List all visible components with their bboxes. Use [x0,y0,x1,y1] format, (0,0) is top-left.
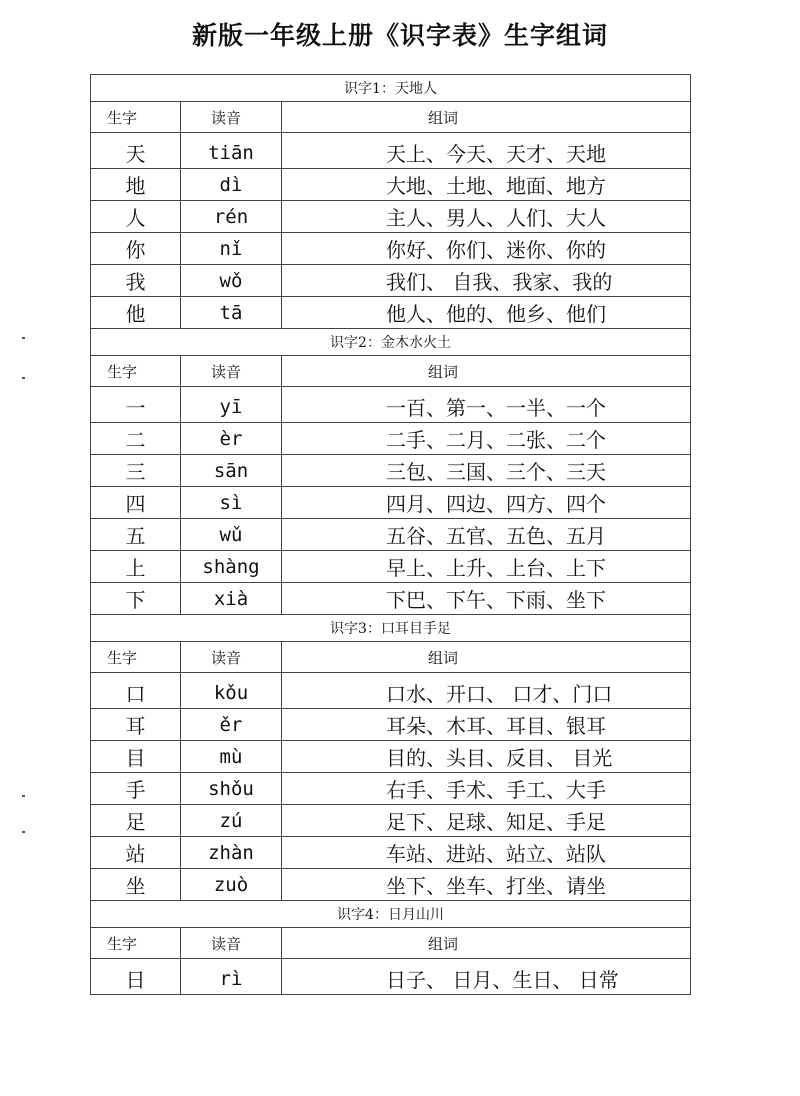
section-heading-row [91,901,691,928]
pinyin-cell: wǔ [181,519,282,551]
scan-speck [22,795,25,797]
char-cell: 站 [91,837,181,869]
char-cell: 你 [91,233,181,265]
header-words: 组词 [282,102,691,133]
scan-speck [22,377,25,379]
char-cell: 目 [91,741,181,773]
table-row [91,773,691,805]
char-cell: 人 [91,201,181,233]
pinyin-cell: shàng [181,551,282,583]
words-cell: 主人、男人、人们、大人 [282,201,691,233]
scan-speck [22,337,25,339]
pinyin-cell: zú [181,805,282,837]
words-cell: 二手、二月、二张、二个 [282,423,691,455]
pinyin-cell: tiān [181,133,282,169]
pinyin-cell: zhàn [181,837,282,869]
char-cell: 口 [91,673,181,709]
char-cell: 他 [91,297,181,329]
column-header-row [91,356,691,387]
column-header-row [91,928,691,959]
table-row [91,837,691,869]
char-cell: 手 [91,773,181,805]
char-cell: 地 [91,169,181,201]
words-cell: 他人、他的、他乡、他们 [282,297,691,329]
header-char: 生字 [91,642,181,673]
header-char: 生字 [91,356,181,387]
table-row [91,169,691,201]
char-cell: 我 [91,265,181,297]
pinyin-cell: xià [181,583,282,615]
header-pinyin: 读音 [181,356,282,387]
words-cell: 早上、上升、上台、上下 [282,551,691,583]
char-cell: 四 [91,487,181,519]
pinyin-cell: kǒu [181,673,282,709]
pinyin-cell: shǒu [181,773,282,805]
words-cell: 右手、手术、手工、大手 [282,773,691,805]
pinyin-cell: èr [181,423,282,455]
words-cell: 大地、土地、地面、地方 [282,169,691,201]
pinyin-cell: wǒ [181,265,282,297]
words-cell: 下巴、下午、下雨、坐下 [282,583,691,615]
pinyin-cell: rì [181,959,282,995]
pinyin-cell: rén [181,201,282,233]
pinyin-cell: tā [181,297,282,329]
table-row [91,201,691,233]
words-cell: 三包、三国、三个、三天 [282,455,691,487]
section-heading-row [91,329,691,356]
words-cell: 坐下、坐车、打坐、请坐 [282,869,691,901]
table-row [91,133,691,169]
header-words: 组词 [282,928,691,959]
char-cell: 耳 [91,709,181,741]
words-cell: 车站、进站、站立、站队 [282,837,691,869]
words-cell: 你好、你们、迷你、你的 [282,233,691,265]
words-cell: 一百、第一、一半、一个 [282,387,691,423]
table-row [91,423,691,455]
char-cell: 足 [91,805,181,837]
header-pinyin: 读音 [181,642,282,673]
section-heading: 识字3：口耳目手足 [91,615,691,642]
vocabulary-table [90,74,691,995]
header-char: 生字 [91,928,181,959]
table-row [91,583,691,615]
scan-speck [22,831,25,833]
table-row [91,487,691,519]
header-char: 生字 [91,102,181,133]
table-row [91,741,691,773]
pinyin-cell: zuò [181,869,282,901]
column-header-row [91,642,691,673]
words-cell: 日子、 日月、生日、 日常 [282,959,691,995]
char-cell: 天 [91,133,181,169]
table-row [91,869,691,901]
header-pinyin: 读音 [181,102,282,133]
words-cell: 目的、头目、反目、 目光 [282,741,691,773]
words-cell: 耳朵、木耳、耳目、银耳 [282,709,691,741]
page-title: 新版一年级上册《识字表》生字组词 [191,21,608,50]
section-heading-row [91,75,691,102]
table-row [91,233,691,265]
table-row [91,551,691,583]
column-header-row [91,102,691,133]
words-cell: 五谷、五官、五色、五月 [282,519,691,551]
section-heading: 识字4：日月山川 [91,901,691,928]
header-words: 组词 [282,642,691,673]
char-cell: 五 [91,519,181,551]
words-cell: 四月、四边、四方、四个 [282,487,691,519]
words-cell: 天上、今天、天才、天地 [282,133,691,169]
char-cell: 一 [91,387,181,423]
char-cell: 二 [91,423,181,455]
table-row [91,709,691,741]
pinyin-cell: nǐ [181,233,282,265]
char-cell: 下 [91,583,181,615]
pinyin-cell: yī [181,387,282,423]
words-cell: 足下、足球、知足、手足 [282,805,691,837]
header-pinyin: 读音 [181,928,282,959]
table-row [91,519,691,551]
table-row [91,455,691,487]
section-heading-row [91,615,691,642]
char-cell: 上 [91,551,181,583]
char-cell: 坐 [91,869,181,901]
pinyin-cell: dì [181,169,282,201]
table-row [91,387,691,423]
table-row [91,805,691,837]
table-row [91,297,691,329]
section-heading: 识字1：天地人 [91,75,691,102]
table-row [91,673,691,709]
pinyin-cell: ěr [181,709,282,741]
pinyin-cell: sì [181,487,282,519]
char-cell: 三 [91,455,181,487]
words-cell: 口水、开口、 口才、门口 [282,673,691,709]
pinyin-cell: mù [181,741,282,773]
table-row [91,959,691,995]
char-cell: 日 [91,959,181,995]
section-heading: 识字2：金木水火土 [91,329,691,356]
header-words: 组词 [282,356,691,387]
words-cell: 我们、 自我、我家、我的 [282,265,691,297]
table-row [91,265,691,297]
pinyin-cell: sān [181,455,282,487]
table-body [91,75,691,995]
